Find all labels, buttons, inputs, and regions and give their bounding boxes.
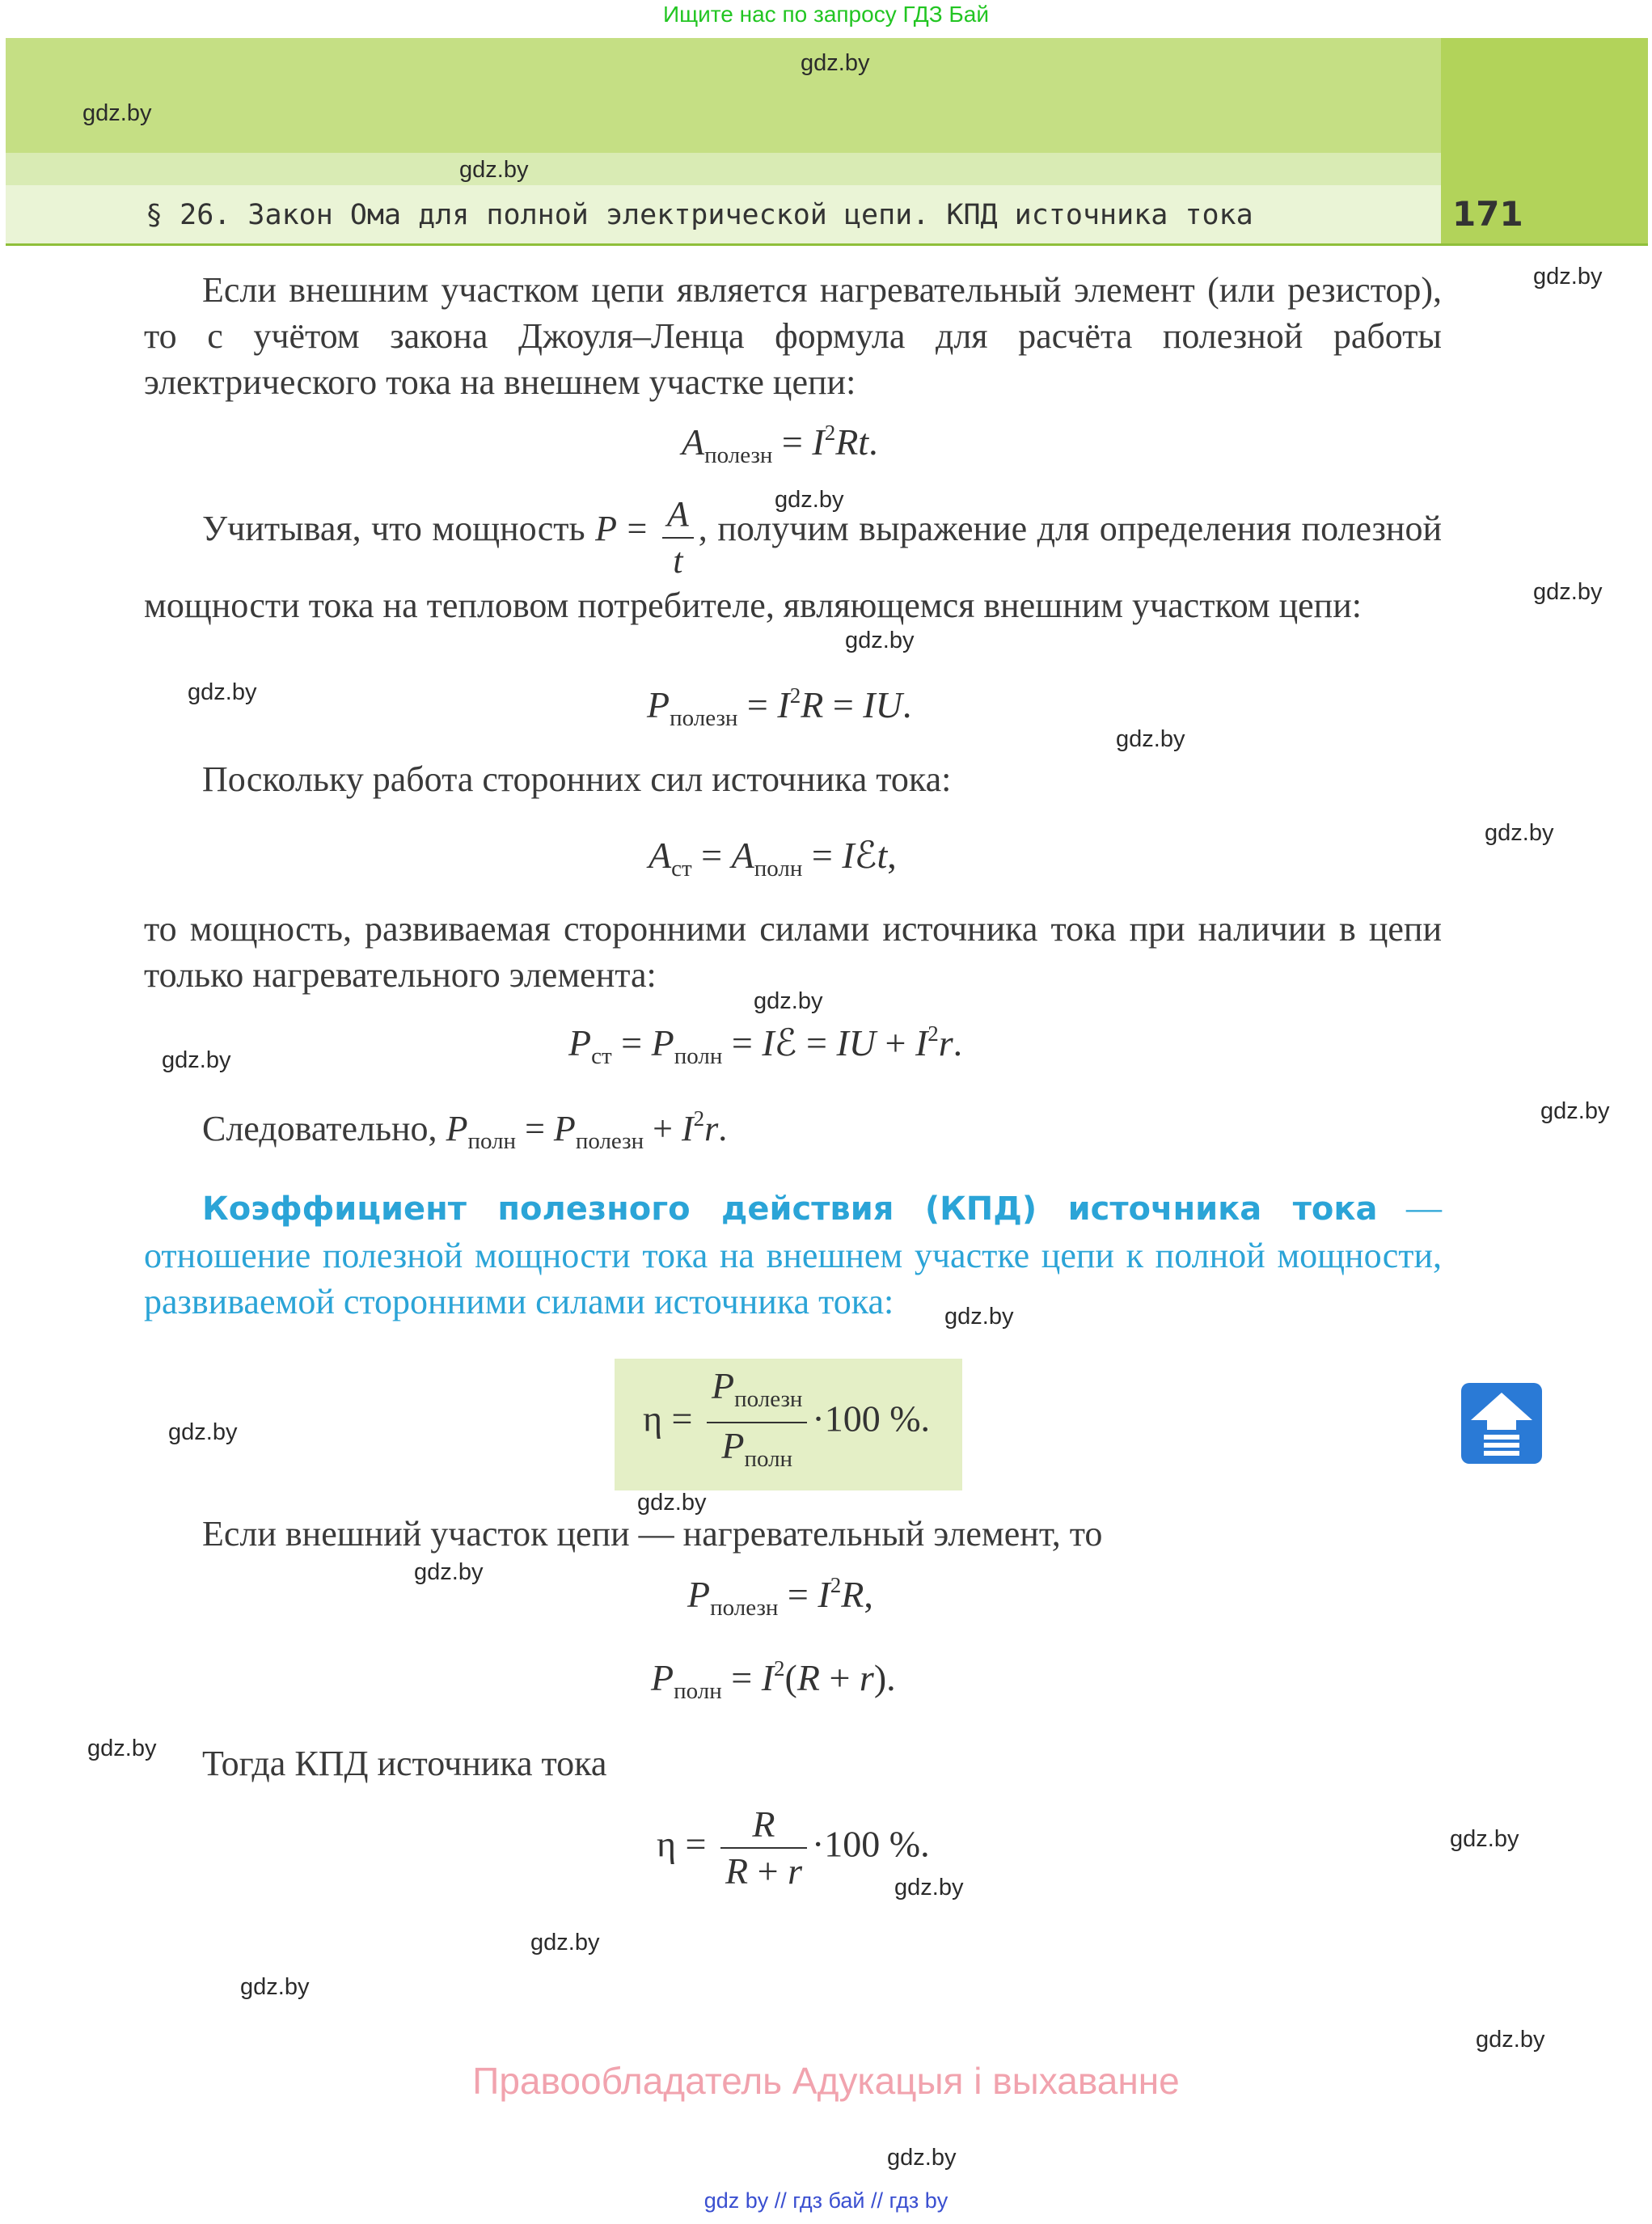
bottom-links[interactable]: gdz by // гдз бай // гдз by	[703, 2188, 949, 2213]
paragraph-8	[144, 1740, 1442, 1786]
watermark: gdz.by	[1540, 1098, 1610, 1124]
watermark: gdz.by	[637, 1490, 707, 1516]
paragraph-1-text: Если внешним участком цепи является нагревательный элемент (или резистор), то с учётом закона Джоуля–Ленца формула для расчёта полезной работы электрического тока на внешнем участке цепи:	[144, 270, 1442, 402]
header-band	[6, 38, 1441, 153]
definition-efficiency	[144, 1185, 1442, 1325]
watermark: gdz.by	[1533, 579, 1603, 605]
header-band-light	[6, 153, 1441, 185]
scroll-up-button[interactable]	[1461, 1383, 1542, 1464]
sub-polezn-3: полезн	[575, 1128, 644, 1154]
paragraph-1	[144, 267, 1442, 405]
watermark: gdz.by	[894, 1875, 964, 1901]
formula-useful-power: $P_{полезн} = I^2R$ = IU.	[647, 683, 912, 731]
watermark: gdz.by	[1476, 2027, 1545, 2053]
watermark: gdz.by	[775, 487, 844, 513]
watermark: gdz.by	[530, 1930, 600, 1956]
watermark: gdz.by	[887, 2145, 957, 2171]
paragraph-2	[144, 493, 1442, 628]
copyright-footer: Правообладатель Адукацыя і выхаванне	[472, 2060, 1180, 2102]
section-title: § 26. Закон Ома для полной электрической цепи. КПД источника тока	[146, 199, 1253, 231]
page-number: 171	[1452, 194, 1523, 234]
paragraph-2-start: Учитывая, что мощность	[202, 509, 585, 548]
sub-poln-2: полн	[674, 1043, 723, 1069]
sub-st: ст	[671, 856, 692, 882]
definition-term: Коэффициент полезного действия (КПД) источника тока	[202, 1190, 1378, 1228]
formula-full-power-2: $P_{полн} = I^2(R + r)$.	[651, 1656, 896, 1704]
watermark: gdz.by	[845, 628, 915, 653]
formula-power-sum: $P_{полн} = P_{полезн} + I^2r$.	[446, 1106, 728, 1154]
formula-full-power: $P_{ст} = P_{полн}$ = Iℰ = IU + $I^2r$.	[568, 1021, 963, 1069]
paragraph-3-text: Поскольку работа сторонних сил источника тока:	[202, 759, 952, 799]
paragraph-4-text: то мощность, развиваемая сторонними силами источника тока при наличии в цепи только нагревательного элемента:	[144, 909, 1442, 995]
watermark: gdz.by	[414, 1559, 484, 1585]
paragraph-2-end: , получим выражение для определения полезной мощности тока на тепловом потребителе, являющемся внешним участком цепи:	[144, 509, 1442, 625]
paragraph-8-text: Тогда КПД источника тока	[202, 1744, 607, 1783]
paragraph-5	[144, 1096, 1442, 1165]
formula-efficiency: η = $\frac{P_{полезн}}{P_{полн}}$ ·100 %.	[643, 1365, 931, 1472]
paragraph-5-text: Следовательно,	[202, 1109, 437, 1148]
sub-polezn-4: полезн	[734, 1386, 803, 1412]
definition-text: — отношение полезной мощности тока на внешнем участке цепи к полной мощности, развиваемой сторонними силами источника тока:	[144, 1188, 1442, 1321]
watermark: gdz.by	[801, 50, 870, 76]
paragraph-3	[144, 756, 1442, 802]
watermark: gdz.by	[87, 1736, 157, 1761]
watermark: gdz.by	[459, 157, 529, 183]
formula-power-def: P = $\frac{A}{t}$	[595, 509, 699, 548]
arrow-up-icon	[1461, 1383, 1542, 1464]
sub-polezn-5: полезн	[710, 1595, 779, 1621]
watermark: gdz.by	[1533, 264, 1603, 290]
watermark: gdz.by	[1116, 726, 1185, 752]
header-rule	[6, 243, 1648, 246]
sub-poln-4: полн	[744, 1446, 793, 1472]
sub-st-2: ст	[591, 1043, 612, 1069]
formula-useful-power-2: $P_{полезн} = I^2R$,	[687, 1573, 873, 1621]
watermark: gdz.by	[754, 988, 823, 1014]
top-search-link[interactable]: Ищите нас по запросу ГДЗ Бай	[662, 2, 990, 27]
watermark: gdz.by	[944, 1304, 1014, 1330]
watermark: gdz.by	[168, 1419, 238, 1445]
watermark: gdz.by	[162, 1047, 231, 1073]
sub-poln-3: полн	[467, 1128, 517, 1154]
sub-polezn: полезн	[704, 442, 773, 468]
formula-work-external: $A_{ст} = A_{полн}$ = Iℰt,	[649, 835, 897, 882]
sub-poln-5: полн	[674, 1678, 722, 1704]
paragraph-7	[144, 1511, 1442, 1557]
formula-useful-work: $A_{полезн} = I^2Rt$.	[682, 421, 878, 468]
sub-polezn-2: полезн	[670, 705, 738, 731]
watermark: gdz.by	[1485, 820, 1554, 846]
watermark: gdz.by	[188, 679, 257, 705]
watermark: gdz.by	[240, 1974, 310, 2000]
paragraph-4	[144, 906, 1442, 998]
watermark: gdz.by	[82, 100, 152, 126]
sub-poln: полн	[754, 856, 803, 882]
watermark: gdz.by	[1450, 1826, 1519, 1852]
paragraph-7-text: Если внешний участок цепи — нагревательный элемент, то	[202, 1514, 1103, 1554]
formula-efficiency-resistance: η = $\frac{R}{R + r}$ ·100 %.	[657, 1803, 930, 1892]
